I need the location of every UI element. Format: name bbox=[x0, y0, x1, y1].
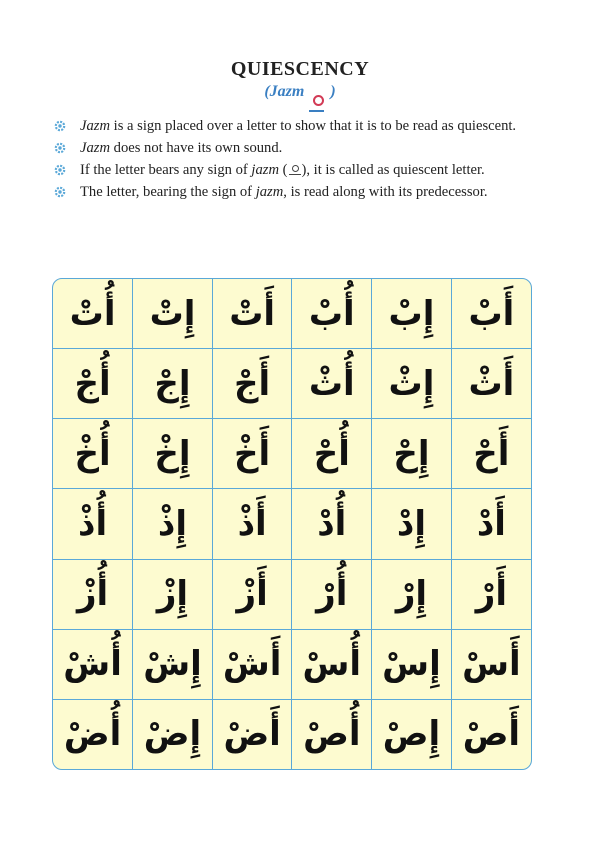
grid-cell bbox=[372, 489, 452, 559]
grid-cell bbox=[212, 489, 292, 559]
arabic-syllable: أَحْ bbox=[473, 433, 510, 474]
arabic-syllable: أُزْ bbox=[76, 574, 109, 615]
arabic-syllable: أَجْ bbox=[234, 363, 271, 404]
grid-row bbox=[53, 699, 531, 769]
grid-cell bbox=[372, 279, 452, 349]
arabic-syllable: إِذْ bbox=[157, 503, 188, 544]
rule-item bbox=[52, 118, 530, 135]
page-title: QUIESCENCY bbox=[230, 58, 370, 80]
jazm-sign-icon bbox=[288, 165, 302, 177]
arabic-syllable: أَصْ bbox=[462, 714, 521, 755]
gear-bullet-icon bbox=[54, 164, 66, 176]
grid-cell bbox=[372, 559, 452, 629]
arabic-syllable: أُتْ bbox=[69, 293, 116, 334]
arabic-syllable: إِخْ bbox=[154, 433, 191, 474]
arabic-syllable: أَضْ bbox=[223, 714, 281, 755]
grid-cell bbox=[451, 419, 531, 489]
gear-bullet-icon bbox=[54, 186, 66, 198]
rule-item bbox=[52, 184, 530, 201]
gear-bullet-icon bbox=[54, 120, 66, 132]
grid-cell bbox=[133, 559, 213, 629]
arabic-syllable: أُشْ bbox=[63, 644, 122, 685]
arabic-syllable: أُصْ bbox=[303, 714, 361, 755]
grid-cell bbox=[212, 699, 292, 769]
grid-cell bbox=[212, 419, 292, 489]
rule-italic: Jazm bbox=[80, 118, 110, 134]
arabic-syllable: إِسْ bbox=[382, 644, 441, 685]
grid-cell bbox=[292, 699, 372, 769]
arabic-syllable: أَخْ bbox=[234, 433, 271, 474]
arabic-syllable: أَسْ bbox=[462, 644, 521, 685]
arabic-syllable: أَثْ bbox=[468, 363, 515, 404]
arabic-syllable: إِزْ bbox=[156, 574, 189, 615]
grid-cell bbox=[292, 489, 372, 559]
gear-bullet-icon bbox=[54, 142, 66, 154]
arabic-syllable: أُرْ bbox=[316, 574, 348, 615]
grid-row bbox=[53, 349, 531, 419]
grid-cell bbox=[451, 559, 531, 629]
grid-cell bbox=[292, 629, 372, 699]
grid-cell bbox=[372, 629, 452, 699]
grid-cell bbox=[133, 279, 213, 349]
grid-cell bbox=[292, 349, 372, 419]
arabic-syllable: أَرْ bbox=[475, 574, 507, 615]
grid-cell bbox=[372, 349, 452, 419]
arabic-syllable: أُضْ bbox=[63, 714, 122, 755]
arabic-syllable: أُخْ bbox=[74, 433, 111, 474]
arabic-syllable: إِبْ bbox=[388, 293, 435, 334]
arabic-syllable: أُجْ bbox=[74, 363, 111, 404]
grid-cell bbox=[133, 629, 213, 699]
grid-cell bbox=[451, 279, 531, 349]
rule-text: The letter, bearing the sign of bbox=[80, 184, 256, 200]
grid-cell bbox=[292, 279, 372, 349]
grid-cell bbox=[133, 489, 213, 559]
grid-cell bbox=[451, 699, 531, 769]
grid-cell bbox=[292, 419, 372, 489]
grid-cell bbox=[53, 349, 133, 419]
grid-cell bbox=[451, 629, 531, 699]
rule-text: ), it is called as quiescent letter. bbox=[301, 162, 485, 178]
grid-row bbox=[53, 489, 531, 559]
grid-row bbox=[53, 629, 531, 699]
grid-cell bbox=[451, 489, 531, 559]
grid-cell bbox=[372, 699, 452, 769]
arabic-syllable: أُدْ bbox=[317, 503, 347, 544]
grid-row bbox=[53, 559, 531, 629]
arabic-syllable: إِضْ bbox=[143, 714, 202, 755]
letter-table bbox=[53, 279, 531, 769]
grid-cell bbox=[212, 629, 292, 699]
arabic-syllable: إِحْ bbox=[393, 433, 430, 474]
arabic-syllable: أَزْ bbox=[236, 574, 268, 615]
rule-italic: jazm bbox=[251, 162, 279, 178]
grid-cell bbox=[133, 699, 213, 769]
page-subtitle bbox=[0, 83, 600, 101]
arabic-syllable: إِدْ bbox=[396, 503, 426, 544]
rule-text: , is read along with its predecessor. bbox=[283, 184, 488, 200]
grid-cell bbox=[53, 559, 133, 629]
arabic-syllable: أُثْ bbox=[308, 363, 355, 404]
grid-cell bbox=[372, 419, 452, 489]
subtitle-word: (Jazm bbox=[264, 83, 305, 100]
arabic-syllable: إِرْ bbox=[395, 574, 428, 615]
letter-grid bbox=[52, 278, 532, 770]
arabic-syllable: إِثْ bbox=[388, 363, 435, 404]
grid-cell bbox=[212, 349, 292, 419]
grid-cell bbox=[292, 559, 372, 629]
arabic-syllable: إِشْ bbox=[143, 644, 202, 685]
rule-text: does not have its own sound. bbox=[110, 140, 283, 156]
arabic-syllable: إِتْ bbox=[149, 293, 196, 334]
rule-text: is a sign placed over a letter to show that it is to be read as quiescent. bbox=[110, 118, 517, 134]
grid-cell bbox=[53, 629, 133, 699]
subtitle-close: ) bbox=[330, 83, 336, 100]
grid-cell bbox=[212, 279, 292, 349]
arabic-syllable: أُسْ bbox=[302, 644, 362, 685]
rule-text: If the letter bears any sign of bbox=[80, 162, 252, 178]
grid-cell bbox=[451, 349, 531, 419]
arabic-syllable: أَتْ bbox=[229, 293, 276, 334]
rule-italic: jazm bbox=[255, 184, 284, 200]
arabic-syllable: إِجْ bbox=[154, 363, 191, 404]
arabic-syllable: إِصْ bbox=[382, 714, 441, 755]
grid-row bbox=[53, 419, 531, 489]
grid-cell bbox=[53, 699, 133, 769]
arabic-syllable: أُبْ bbox=[308, 293, 355, 334]
arabic-syllable: أَشْ bbox=[222, 644, 282, 685]
rules-list bbox=[52, 118, 530, 206]
grid-cell bbox=[53, 279, 133, 349]
rule-text: ( bbox=[279, 162, 288, 178]
rule-item bbox=[52, 162, 530, 179]
rule-italic: Jazm bbox=[80, 140, 110, 156]
arabic-syllable: أَدْ bbox=[476, 503, 506, 544]
grid-cell bbox=[133, 419, 213, 489]
grid-cell bbox=[133, 349, 213, 419]
arabic-syllable: أُحْ bbox=[313, 433, 350, 474]
rule-item bbox=[52, 140, 530, 157]
arabic-syllable: أَذْ bbox=[237, 503, 267, 544]
arabic-syllable: أُذْ bbox=[78, 503, 108, 544]
grid-cell bbox=[212, 559, 292, 629]
grid-cell bbox=[53, 489, 133, 559]
grid-row bbox=[53, 279, 531, 349]
grid-cell bbox=[53, 419, 133, 489]
arabic-syllable: أَبْ bbox=[468, 293, 515, 334]
